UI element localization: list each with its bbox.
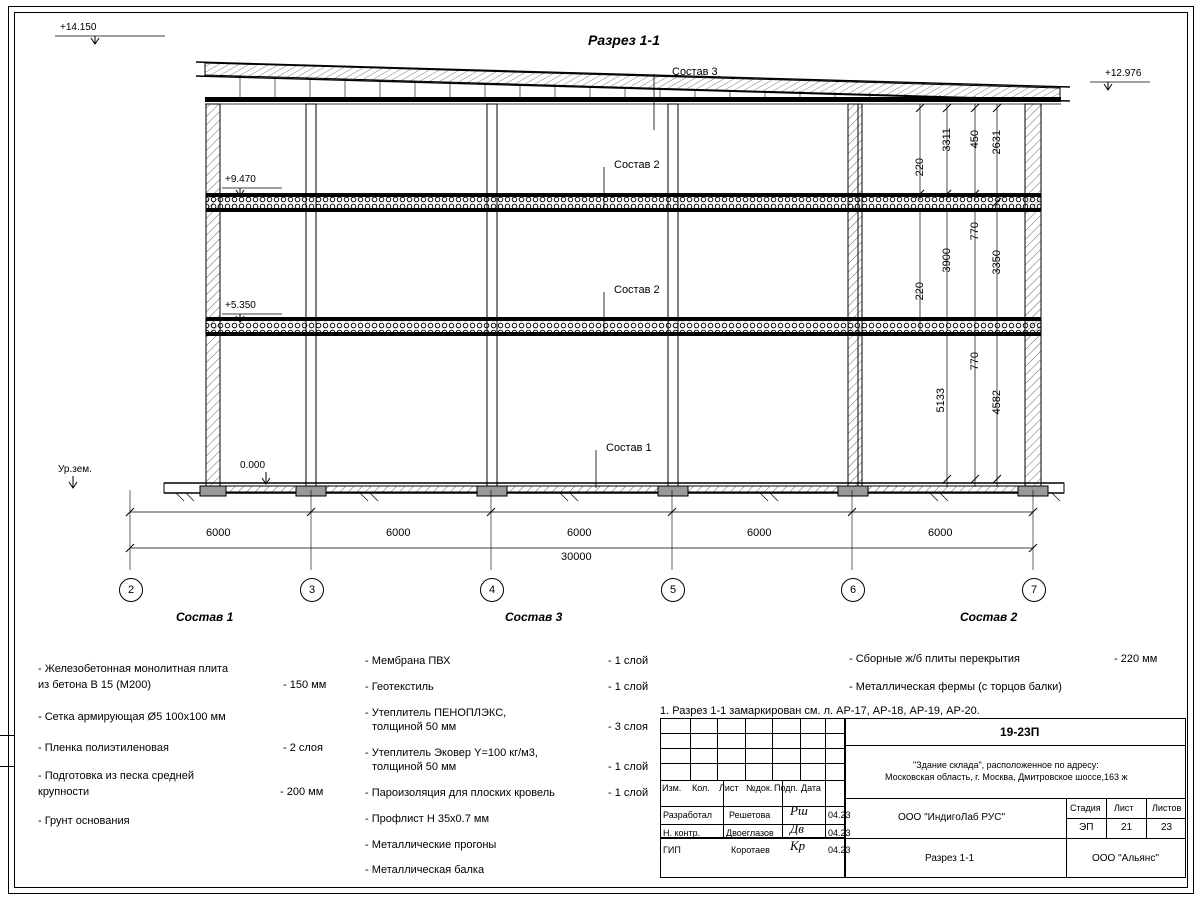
legend-qty: - 1 слой	[608, 655, 649, 667]
revision-header-data: Дата	[801, 783, 821, 793]
legend-item: толщиной 50 мм	[372, 721, 457, 733]
legend-item: - Сборные ж/б плиты перекрытия	[849, 653, 1020, 665]
section-title: Разрез 1-1	[588, 32, 660, 48]
meta-header-sheet: Лист	[1114, 803, 1134, 813]
legend-item: крупности	[38, 786, 90, 798]
stamp-name-2: Коротаев	[731, 845, 770, 855]
stamp-date-0: 04.23	[828, 810, 851, 820]
dim-5133: 5133	[935, 388, 947, 413]
revision-header-ndok: №док.	[746, 783, 773, 793]
legend-title-sostav3: Состав 3	[505, 610, 563, 624]
meta-value-sheets: 23	[1161, 822, 1173, 833]
span-dim-5: 6000	[928, 527, 953, 539]
project-code: 19-23П	[1000, 725, 1040, 739]
level-mark-14150: +14.150	[60, 22, 97, 33]
design-company: ООО "ИндигоЛаб РУС"	[898, 812, 1005, 823]
dim-770-a: 770	[969, 222, 981, 241]
dim-770-b: 770	[969, 352, 981, 371]
span-dim-1: 6000	[206, 527, 231, 539]
dim-3311: 3311	[941, 128, 953, 152]
axis-marker-7: 7	[1022, 578, 1046, 602]
callout-sostav3: Состав 3	[672, 66, 718, 78]
legend-qty: - 2 слоя	[283, 742, 324, 754]
legend-item: - Металлическая балка	[365, 864, 485, 876]
legend-qty: - 220 мм	[1114, 653, 1158, 665]
revision-header-izm: Изм.	[662, 783, 682, 793]
callout-sostav1: Состав 1	[606, 442, 652, 454]
stamp-name-1: Двоеглазов	[726, 828, 774, 838]
dim-220-a: 220	[914, 158, 926, 177]
legend-item: - Профлист Н 35х0.7 мм	[365, 813, 490, 825]
dim-2631: 2631	[991, 130, 1003, 155]
legend-item: - Железобетонная монолитная плита	[38, 663, 229, 675]
legend-item: - Пленка полиэтиленовая	[38, 742, 169, 754]
axis-marker-6: 6	[841, 578, 865, 602]
legend-qty: - 200 мм	[280, 786, 324, 798]
revision-header-kol: Кол.	[692, 783, 710, 793]
callout-sostav2-upper: Состав 2	[614, 159, 660, 171]
revision-grid	[660, 718, 845, 838]
horizontal-dimension-chain	[0, 490, 1200, 600]
span-dim-3: 6000	[567, 527, 592, 539]
axis-marker-3: 3	[300, 578, 324, 602]
legend-item: - Грунт основания	[38, 815, 130, 827]
general-note: 1. Разрез 1-1 замаркирован см. л. АР-17, АР-18, АР-19, АР-20.	[660, 705, 980, 717]
object-name: "Здание склада", расположенное по адресу:	[913, 760, 1099, 770]
legend-qty: - 150 мм	[283, 679, 327, 691]
dim-3350: 3350	[991, 250, 1003, 275]
level-mark-0000: 0.000	[240, 460, 266, 471]
meta-value-stage: ЭП	[1079, 822, 1094, 833]
legend-qty: - 1 слой	[608, 761, 649, 773]
dim-450: 450	[969, 130, 981, 149]
stamp-signature-1: Дв	[790, 821, 804, 836]
legend-item: из бетона В 15 (М200)	[38, 679, 151, 691]
stamp-role-1: Н. контр.	[663, 828, 701, 838]
sheet-name: Разрез 1-1	[925, 853, 975, 864]
stamp-signature-2: Кр	[790, 838, 806, 853]
axis-marker-4: 4	[480, 578, 504, 602]
legend-item: - Утеплитель ПЕНОПЛЭКС,	[365, 707, 507, 719]
level-mark-ground: Ур.зем.	[58, 464, 92, 475]
callout-sostav2-lower: Состав 2	[614, 284, 660, 296]
revision-header-list: Лист	[719, 783, 739, 793]
stamp-name-0: Решетова	[729, 810, 771, 820]
contractor-name: ООО "Альянс"	[1092, 853, 1159, 864]
revision-header-podp: Подп.	[774, 783, 798, 793]
legend-qty: - 1 слой	[608, 787, 649, 799]
stamp-signature-0: Рш	[790, 803, 808, 818]
legend-item: - Металлическая фермы (с торцов балки)	[849, 681, 1062, 693]
level-mark-5350: +5.350	[225, 300, 256, 311]
meta-header-sheets: Листов	[1152, 803, 1182, 813]
span-dim-2: 6000	[386, 527, 411, 539]
stamp-date-1: 04.23	[828, 828, 851, 838]
stamp-role-0: Разработал	[663, 810, 712, 820]
legend-qty: - 1 слой	[608, 681, 649, 693]
axis-marker-2: 2	[119, 578, 143, 602]
legend-item: - Мембрана ПВХ	[365, 655, 451, 667]
legend-item: - Сетка армирующая Ø5 100х100 мм	[38, 711, 226, 723]
stamp-date-2: 04.23	[828, 845, 851, 855]
object-address: Московская область, г. Москва, Дмитровское шоссе,163 ж	[885, 772, 1128, 782]
total-dim: 30000	[561, 551, 592, 563]
legend-qty: - 3 слоя	[608, 721, 649, 733]
dim-3900: 3900	[941, 248, 953, 273]
level-mark-12976: +12.976	[1105, 68, 1142, 79]
legend-item: - Геотекстиль	[365, 681, 434, 693]
legend-title-sostav2: Состав 2	[960, 610, 1018, 624]
meta-value-sheet: 21	[1121, 822, 1133, 833]
stamp-role-2: ГИП	[663, 845, 681, 855]
legend-item: толщиной 50 мм	[372, 761, 457, 773]
legend-item: - Пароизоляция для плоских кровель	[365, 787, 555, 799]
legend-item: - Утеплитель Эковер Y=100 кг/м3,	[365, 747, 538, 759]
level-mark-9470: +9.470	[225, 174, 256, 185]
legend-title-sostav1: Состав 1	[176, 610, 234, 624]
legend-item: - Подготовка из песка средней	[38, 770, 194, 782]
meta-header-stage: Стадия	[1070, 803, 1101, 813]
legend-item: - Металлические прогоны	[365, 839, 497, 851]
dim-4582: 4582	[991, 390, 1003, 415]
span-dim-4: 6000	[747, 527, 772, 539]
dim-220-b: 220	[914, 282, 926, 301]
axis-marker-5: 5	[661, 578, 685, 602]
